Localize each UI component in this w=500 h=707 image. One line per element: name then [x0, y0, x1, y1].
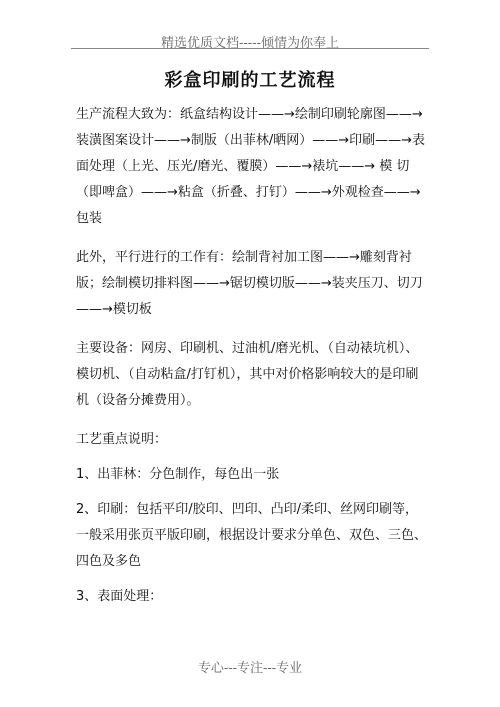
paragraph-printing: 2、印刷：包括平印/胶印、凹印、凸印/柔印、丝网印刷等，一般采用张页平版印刷，根据设计要求分单色、双色、三色、四色及多色 — [76, 502, 428, 569]
paragraph-parallel-work: 此外，平行进行的工作有：绘制背衬加工图——→雕刻背衬版；绘制模切排料图——→锯切模切版——→装夹压刀、切刀——→模切板 — [76, 250, 423, 317]
page-footer: 专心---专注---专业 — [197, 661, 303, 676]
header-divider — [71, 48, 429, 49]
document-title: 彩盒印刷的工艺流程 — [164, 70, 336, 91]
page-header: 精选优质文档-----倾情为你奉上 — [161, 36, 339, 51]
paragraph-key-points-heading: 工艺重点说明： — [76, 432, 168, 447]
paragraph-surface-treatment: 3、表面处理： — [76, 589, 163, 604]
paragraph-main-equipment: 主要设备：网房、印刷机、过油机/磨光机、（自动裱坑机）、模切机、（自动粘盒/打钉机），其中对价格影响较大的是印刷机（设备分摊费用）。 — [76, 341, 419, 408]
paragraph-film-output: 1、出菲林：分色制作，每色出一张 — [76, 467, 280, 482]
paragraph-production-flow: 生产流程大致为：纸盒结构设计——→绘制印刷轮廓图——→装潢图案设计——→制版（出菲林/晒网）——→印刷——→表面处理（上光、压光/磨光、覆膜）——→裱坑——→ 模 切（即啤盒）——→粘盒（折叠、打钉）——→外观检查——→包装 — [76, 107, 426, 226]
document-body — [76, 102, 428, 619]
